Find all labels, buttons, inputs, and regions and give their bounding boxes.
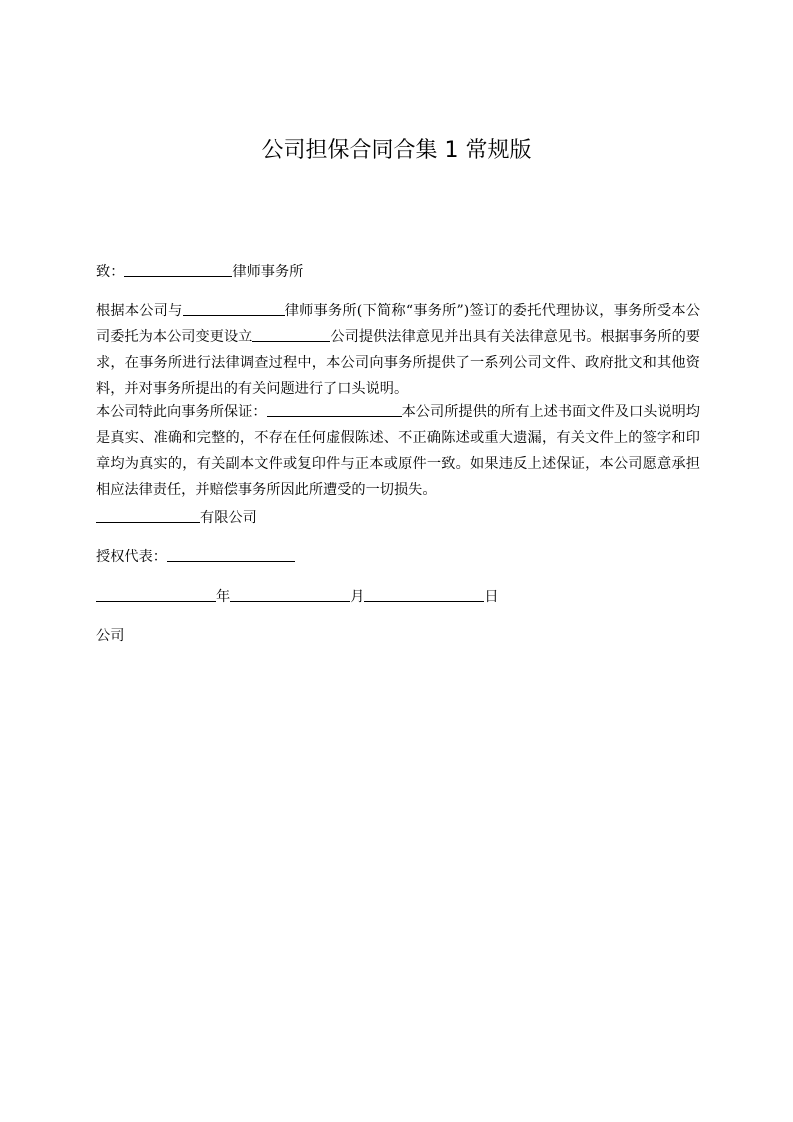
engagement-text-3: 公司提供法律意见并出具有关法律意见书。根据事务所的要求，在事务所进行法律调查过程中，本公司向事务所提供了一系列公司文件、政府批文和其他资料，并对事务所提出的有关问题进行了口头说明。 <box>96 329 700 397</box>
warranty-text-1: 本公司特此向事务所保证： <box>96 404 267 420</box>
company-signature-blank[interactable] <box>96 507 200 523</box>
warranty-blank[interactable] <box>267 401 402 417</box>
company-name-blank[interactable] <box>252 326 330 342</box>
document-title: 公司担保合同合集 1 常规版 <box>261 138 532 163</box>
day-blank[interactable] <box>364 586 484 602</box>
footer-company: 公司 <box>96 628 125 644</box>
addressee-line <box>96 259 700 285</box>
firm-name-blank[interactable] <box>183 300 285 316</box>
year-label: 年 <box>216 589 231 605</box>
engagement-text-2: 律师事务所(下简称“事务所”)签订的委托代理协议，事务所受本公司委托为本公司变更设立 <box>96 303 700 345</box>
addressee-prefix: 致： <box>96 264 125 280</box>
day-label: 日 <box>484 589 499 605</box>
engagement-text-1: 根据本公司与 <box>96 303 183 319</box>
year-blank[interactable] <box>96 586 216 602</box>
addressee-suffix: 律师事务所 <box>232 264 304 280</box>
representative-line <box>96 544 700 570</box>
representative-label: 授权代表： <box>96 549 167 565</box>
warranty-text-2: 本公司所提供的所有上述书面文件及口头说明均是真实、准确和完整的，不存在任何虚假陈述、不正确陈述或重大遗漏，有关文件上的签字和印章均为真实的，有关副本文件或复印件与正本或原件一致。如果违反上述保证，本公司愿意承担相应法律责任，并赔偿事务所因此所遭受的一切损失。 <box>96 404 700 498</box>
law-firm-blank[interactable] <box>124 261 232 277</box>
company-suffix: 有限公司 <box>200 510 257 526</box>
company-signature-line <box>96 505 700 531</box>
representative-blank[interactable] <box>167 546 295 562</box>
date-line <box>96 584 700 610</box>
month-label: 月 <box>350 589 365 605</box>
month-blank[interactable] <box>230 586 350 602</box>
engagement-paragraph <box>96 298 700 402</box>
warranty-paragraph <box>96 399 700 503</box>
